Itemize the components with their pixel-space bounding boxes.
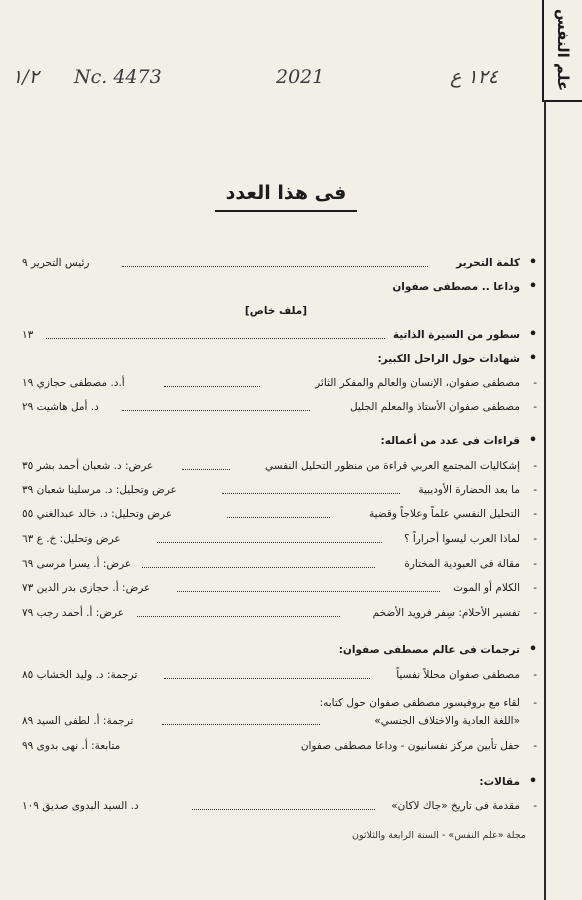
toc-section [22, 774, 538, 790]
title-underline [215, 210, 357, 212]
leader-dots [142, 567, 375, 568]
entry-title: حفل تأبين مركز نفسانيون - وداعا مصطفى صفوان [300, 740, 520, 752]
dash-marker: - [533, 582, 537, 594]
toc-entry[interactable] [22, 375, 537, 391]
leader-dots [182, 469, 230, 470]
entry-title: [ملف خاص] [244, 305, 308, 317]
bullet-icon: • [528, 774, 538, 789]
toc-entry[interactable] [22, 458, 537, 474]
entry-credit: عرض: د. شعبان أحمد بشر ٣٥ [22, 460, 154, 472]
entry-title: إشكاليات المجتمع العربي قراءة من منظور التحليل النفسي [264, 460, 520, 472]
section-title: مقالات: [479, 776, 520, 788]
page-footer: مجلة «علم النفس» - السنة الرابعة والثلاثون [352, 830, 526, 841]
leader-dots [122, 410, 310, 411]
leader-dots [192, 809, 375, 810]
section-tab-label: علم النفس [554, 8, 572, 92]
toc-entry[interactable] [22, 531, 537, 547]
entry-title: التحليل النفسي علماً وعلاجاً وقضية [368, 508, 520, 520]
bullet-icon: • [528, 433, 538, 448]
page-title-block [215, 182, 357, 212]
entry-credit: عرض: أ. يسرا مرسى ٦٩ [22, 558, 132, 570]
handwritten-year: 2021 [276, 66, 325, 88]
entry-title: سطور من السيرة الذاتية [392, 329, 520, 341]
handwritten-number: Nc. 4473 [74, 66, 162, 88]
dash-marker: - [533, 484, 537, 496]
leader-dots [122, 266, 428, 267]
leader-dots [137, 616, 340, 617]
entry-title: «اللغة العادية والاختلاف الجنسي» [374, 715, 520, 727]
side-rule [544, 100, 546, 900]
leader-dots [157, 542, 382, 543]
leader-dots [164, 386, 260, 387]
toc-entry[interactable] [22, 255, 538, 271]
toc-entry[interactable] [22, 605, 537, 621]
entry-title: مقالة فى العبودية المختارة [404, 558, 520, 570]
toc-entry[interactable] [22, 399, 537, 415]
dash-marker: - [533, 401, 537, 413]
toc-entry[interactable] [22, 327, 538, 343]
section-title: ترجمات فى عالم مصطفى صفوان: [338, 644, 520, 656]
bullet-icon: • [528, 642, 538, 657]
dash-marker: - [533, 740, 537, 752]
entry-title: ما بعد الحضارة الأوديبية [418, 484, 520, 496]
entry-credit: ١٣ [22, 329, 34, 341]
entry-credit: د. أمل هاشيت ٢٩ [22, 401, 99, 413]
entry-title: وداعا .. مصطفى صفوان [392, 281, 520, 293]
bullet-icon: • [528, 327, 538, 342]
special-file-label [214, 303, 338, 319]
dash-marker: - [533, 533, 537, 545]
toc-section [22, 642, 538, 658]
toc-section [22, 351, 538, 367]
entry-credit: عرض: أ. أحمد رجب ٧٩ [22, 607, 125, 619]
section-title: شهادات حول الراحل الكبير: [377, 353, 520, 365]
dash-marker: - [533, 607, 537, 619]
toc-entry[interactable] [22, 738, 537, 754]
section-title: قراءات فى عدد من أعماله: [380, 435, 520, 447]
toc-section [22, 433, 538, 449]
toc-entry[interactable] [22, 556, 537, 572]
entry-credit: عرض وتحليل: د. خالد عبدالغني ٥٥ [22, 508, 173, 520]
leader-dots [227, 517, 330, 518]
entry-title: كلمة التحرير [456, 257, 520, 269]
entry-title: مصطفى صفوان، الإنسان والعالم والمفكر الثائر [315, 377, 520, 389]
handwritten-issue: ١٢٤ ع [450, 66, 499, 88]
leader-dots [164, 678, 370, 679]
handwritten-ref: ١/٢ [12, 66, 39, 88]
entry-title: لماذا العرب ليسوا أحراراً ؟ [403, 533, 520, 545]
dash-marker: - [533, 669, 537, 681]
leader-dots [162, 724, 320, 725]
toc-entry[interactable] [22, 798, 537, 814]
entry-credit: متابعة: أ. نهى بدوى ٩٩ [22, 740, 121, 752]
entry-title: لقاء مع بروفيسور مصطفى صفوان حول كتابه: [319, 697, 520, 709]
entry-credit: عرض: أ. حجازى بدر الدين ٧٣ [22, 582, 151, 594]
leader-dots [46, 338, 385, 339]
dash-marker: - [533, 508, 537, 520]
bullet-icon: • [528, 279, 538, 294]
entry-credit: عرض وتحليل: د. مرسلينا شعبان ٣٩ [22, 484, 177, 496]
dash-marker: - [533, 558, 537, 570]
toc-entry[interactable] [22, 580, 537, 596]
entry-credit: ترجمة: أ. لطفى السيد ٨٩ [22, 715, 134, 727]
entry-title: الكلام أو الموت [453, 582, 520, 594]
toc-entry[interactable] [22, 506, 537, 522]
entry-title: تفسير الأحلام: سِفر فرويد الأضخم [372, 607, 520, 619]
entry-title: مصطفى صفوان محللاً نفسياً [396, 669, 520, 681]
entry-credit: أ.د. مصطفى حجازي ١٩ [22, 377, 125, 389]
leader-dots [222, 493, 400, 494]
section-tab [542, 0, 582, 102]
entry-credit: عرض وتحليل: خ. ع ٦٣ [22, 533, 121, 545]
dash-marker: - [533, 697, 537, 709]
leader-dots [177, 591, 440, 592]
toc-entry[interactable] [22, 279, 538, 295]
entry-credit: د. السيد البدوى صديق ١٠٩ [22, 800, 139, 812]
dash-marker: - [533, 377, 537, 389]
entry-credit: رئيس التحرير ٩ [22, 257, 90, 269]
page-title: فى هذا العدد [225, 182, 347, 204]
dash-marker: - [533, 800, 537, 812]
dash-marker: - [533, 460, 537, 472]
entry-title: مقدمة فى تاريخ «جاك لاكان» [391, 800, 520, 812]
entry-title: مصطفى صفوان الأستاذ والمعلم الجليل [349, 401, 520, 413]
toc-entry[interactable] [22, 667, 537, 683]
toc-entry[interactable] [22, 482, 537, 498]
toc-entry[interactable] [22, 695, 537, 711]
bullet-icon: • [528, 351, 538, 366]
toc-entry[interactable] [22, 713, 530, 729]
bullet-icon: • [528, 255, 538, 270]
entry-credit: ترجمة: د. وليد الخشاب ٨٥ [22, 669, 138, 681]
